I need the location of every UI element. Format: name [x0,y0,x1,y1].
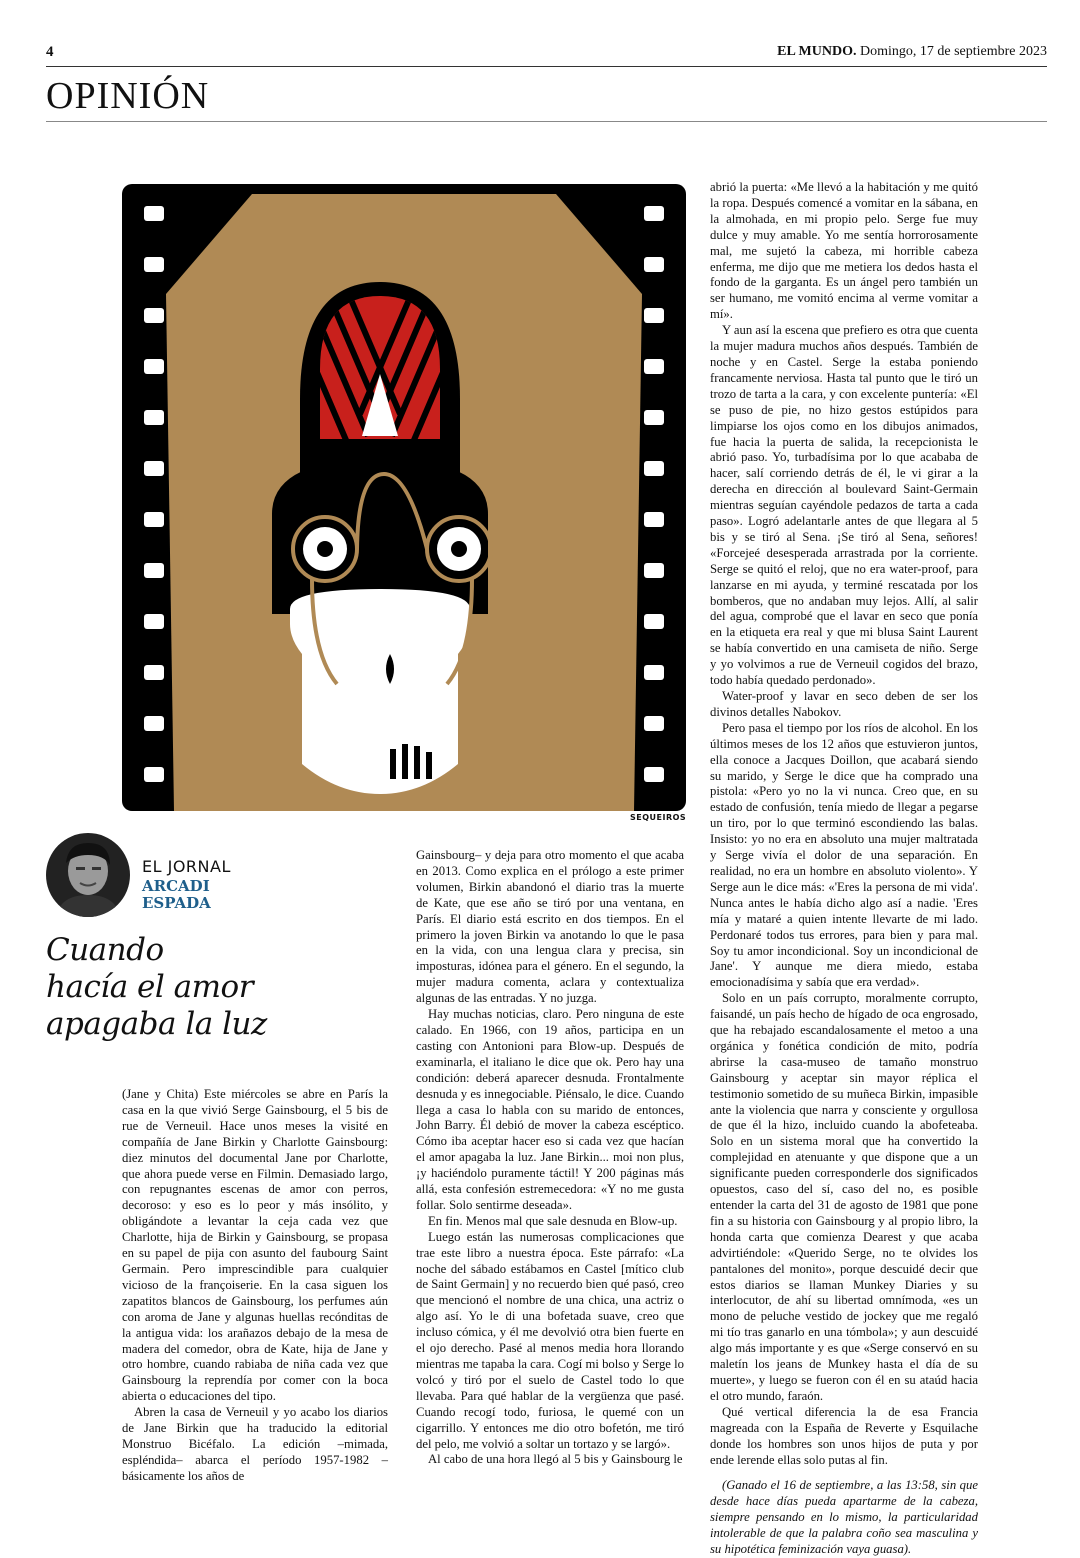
paragraph: Abren la casa de Verneuil y yo acabo los diarios de Jane Birkin que ha traducido la editorial Monstruo Bicéfalo. La edición –mimada, espléndida– abarca el período 1957-1982 –básicamente los años de [122,1405,388,1483]
author-name [142,878,282,912]
headline-line: hacía el amor [46,969,254,1005]
section-rule [46,121,1047,122]
issue-date: Domingo, 17 de septiembre 2023 [859,44,1047,59]
author-last-name: ESPADA [142,894,211,912]
paragraph: Hay muchas noticias, claro. Pero ninguna de este calado. En 1966, con 19 años, participa en un casting con Antonioni para Blow-up. Después de examinarla, el italiano le dice que ok. Pero hay una condición: deberá aparecer desnuda. Frontalmente desnuda y es innegociable. Piénsalo, le dice. Cuando llega a casa lo habla con su marido de entonces, John Barry. Él debió de mover la cabeza escéptico. Cómo iba aceptar hacer eso si cada vez que hacían el amor apagaba la luz. Jane Birkin... moi non plus, ¡y haciéndolo puramente táctil! Y 200 páginas más allá, esta confesión estremecedora: «Y no me gusta follar. Solo sentirme deseada». [416,1007,684,1212]
header-rule [46,66,1047,67]
paragraph: Al cabo de una hora llegó al 5 bis y Gainsbourg le [428,1452,683,1467]
masthead [777,44,1047,60]
paragraph: En fin. Menos mal que sale desnuda en Blow-up. [428,1213,678,1228]
paper-name: EL MUNDO. [777,44,857,59]
page-number: 4 [46,44,54,60]
page-header [46,44,1047,66]
paragraph: Gainsbourg– y deja para otro momento el que acaba en 2013. Como explica en el prólogo a este primer volumen, Birkin abandonó el diario tras la muerte de Kate, que ese año se tiró por una ventana, en París. El diario está escrito en dos tiempos. En el primero la joven Birkin va anotando lo que le pasa en la vida, con una lengua clara y precisa, sin imposturas, idónea para el género. En el segundo, la mujer madura comenta, aclara y contextualiza algunas de las entradas. Y no juzga. [416,848,684,1006]
paragraph: Water-proof y lavar en seco deben de ser los divinos detalles Nabokov. [710,689,978,719]
paragraph: Solo en un país corrupto, moralmente corrupto, faisandé, un país hecho de hígado de oca engrosado, que ha rebajado escandalosamente el metoo a una orgánica y fonética condición de mito, podría abrirse la casa-museo de tamaño monstruo Gainsbourg y aceptar sin mayor réplica el testimonio sometido de su muñeca Birkin, impasible ante la violencia que narra y consciente y orgullosa de que él la hizo, incluido cuando la abofeteaba. Solo en un sistema moral que ha convertido la complejidad en atenuante y que dispone que a un significante pueden corresponderle dos significados opuestos, caso del sí, caso del no, es posible entender la carta del 31 de agosto de 1981 que pone fin a su historia con Gainsbourg y al propio libro, la honda carta que comienza Dearest y que acaba advirtiéndole: «Querido Serge, no te olvides los pantalones del monito», porque descuidé decir que estos diarios se llaman Munkey Diaries y su interlocutor, de ahí su libertad omnímoda, «es un mono de peluche vestido de jockey que me regaló mi tío tras ganarlo en una tómbola»; y aun descuidé algo más importante y es que «Serge conservó en su maletín los jeans de Munkey hasta el día de su muerte», y luego se fueron con él en su ataúd hacia el otro mundo, faraón. [710,991,978,1403]
illustration-credit: SEQUEIROS [630,813,687,822]
film-strip-illustration [122,184,686,811]
article-column-2 [416,848,684,1468]
article-column-1 [122,1087,388,1485]
paragraph: abrió la puerta: «Me llevó a la habitación y me quitó la ropa. Después comencé a vomitar en la sábana, en la almohada, en mi propio pelo. Serge fue muy dulce y muy amable. Yo me sentía horrorosamente mal, me sujetó la cabeza, mi horrible cabeza enferma, me dijo que me metiera los dedos hasta el fondo de la garganta. Es un ángel pero también un ser humano, me vomitó encima al verme vomitar a mí». [710,180,978,322]
closing-note: (Ganado el 16 de septiembre, a las 13:58, sin que desde hace días pueda apartarme de la cabeza, siempre pensando en lo mismo, la particularidad intolerable de que la palabra coño sea masculina y su hipotética feminización vaya guasa). [710,1478,978,1557]
article-column-3 [710,180,978,1558]
paragraph: (Jane y Chita) Este miércoles se abre en París la casa en la que vivió Serge Gainsbourg, el 5 bis de rue de Verneuil. Hace unos meses la visité en compañía de Jane Birkin y Charlotte Gainsbourg: diez minutos del documental Jane por Charlotte, que ahora puede verse en Filmin. Demasiado largo, con repugnantes escenas de amor con perros, decoroso: y eso es lo peor y más insólito, y obligándote a levantar la ceja cada vez que Charlotte, hija de Birkin y Gainsbourg, se propasa en su papel de pija con asunto del faubourg Saint Germain. Pero imprescindible para cualquier vicioso de la françoiserie. En la casa siguen los zapatitos blancos de Gainsbourg, los perfumes aún con aroma de Jane y algunas huellas recónditas de la antigua vida: los arañazos debajo de la mesa de madera del comedor, obra de Kate, hija de Jane y otro hombre, cuando rabiaba de niña cada vez que Gainsbourg la reprendía por comer con la boca abierta o educaciones del tipo. [122,1087,388,1404]
paragraph: Luego están las numerosas complicaciones que trae este libro a nuestra época. Este párrafo: «La noche del sábado estábamos en Castel [mítico club de Saint Germain] y no recuerdo bien qué pasó, creo que mencionó el nombre de una chica, una actriz o algo así. Yo le di una bofetada suave, creo que incluso cómica, y él me devolvió otra bien fuerte en el ojo derecho. Pasé al menos media hora llorando mientras me tapaba la cara. Cogí mi bolso y Serge lo volcó y tiró por el suelo de Castel todo lo que llevaba. Para qué hablar de la vergüenza que pasé. Cuando recogí todo, furiosa, le quemé con un cigarrillo. Y entonces me dio otro bofetón, me tiró del pelo, me volvió a soltar un tortazo y se largó». [416,1229,684,1451]
paragraph: Pero pasa el tiempo por los ríos de alcohol. En los últimos meses de los 12 años que estuvieron juntos, ella conoce a Jacques Doillon, que acabará siendo su marido, y Serge le dice que ha comprado una pistola: «Pero yo no la vi nunca. Creo que, en su estado de confusión, tenía miedo de llegar a pegarse un tiro, por lo que terminó escondiendo las balas. Insisto: yo no era en absoluto una mujer maltratada y Serge vivía el dolor de una separación. En realidad, no era un hombre en absoluto violento». Y Serge aun le dice más: «'Eres la persona de mi vida'. Nunca antes le había dicho algo así a nadie. 'Eres mía y mataré a quien intente llevarte de mi lado. Perdonaré todos tus errores, para bien y para mal. Soy tu amor incondicional. Soy un incondicional de Jane'. Y aunque me diera miedo, estaba emocionadísima y sabía que era verdad». [710,720,978,990]
headline-line: Cuando [46,932,164,968]
paragraph: Y aun así la escena que prefiero es otra que cuenta la mujer madura muchos años después. También de noche y en Castel. Serge la estaba poniendo francamente nerviosa. Hasta tal punto que le tiró un trozo de tarta a la cara, y con excelente puntería: «El se puso de pie, no hizo gestos estúpidos para limpiarse los ojos como en los dibujos animados, fue hacia la puerta de salida, la recepcionista le abrió paso. Yo, turbadísima por lo que acababa de hacer, salí corriendo detrás de él, le vi girar a la derecha en dirección al boulevard Saint-Germain mientras seguían cayéndole pedazos de tarta a cada paso». Logró adelantarle antes de que llegara al 5 bis y se tiró al Sena. ¡Se tiró al Sena, señores! «Forcejeé desesperada arrastrada por la corriente. Serge se quitó el reloj, que no era water-proof, para lanzarse en mi ayuda, y terminé rescatada por los bomberos, que no andaban muy lejos. Allí, al salir del agua, comprobé que el lavar en seco que ponía en la etiqueta era real y que mi blusa Saint Laurent se había convertido en una camiseta de niño. Serge y yo volvimos a rue de Verneuil cogidos del brazo, todo había quedado perdonado». [710,323,978,688]
author-block [46,833,386,923]
article-headline [46,932,386,1043]
section-title: OPINIÓN [46,75,210,117]
headline-line: apagaba la luz [46,1006,267,1042]
author-first-name: ARCADI [142,877,210,895]
column-name: EL JORNAL [142,857,231,876]
author-avatar [46,833,130,917]
paragraph: Qué vertical diferencia la de esa Francia magreada con la España de Reverte y Esquilache donde los hombres son unos hijos de puta y por ende lerende ellas solo putas al fin. [710,1404,978,1467]
